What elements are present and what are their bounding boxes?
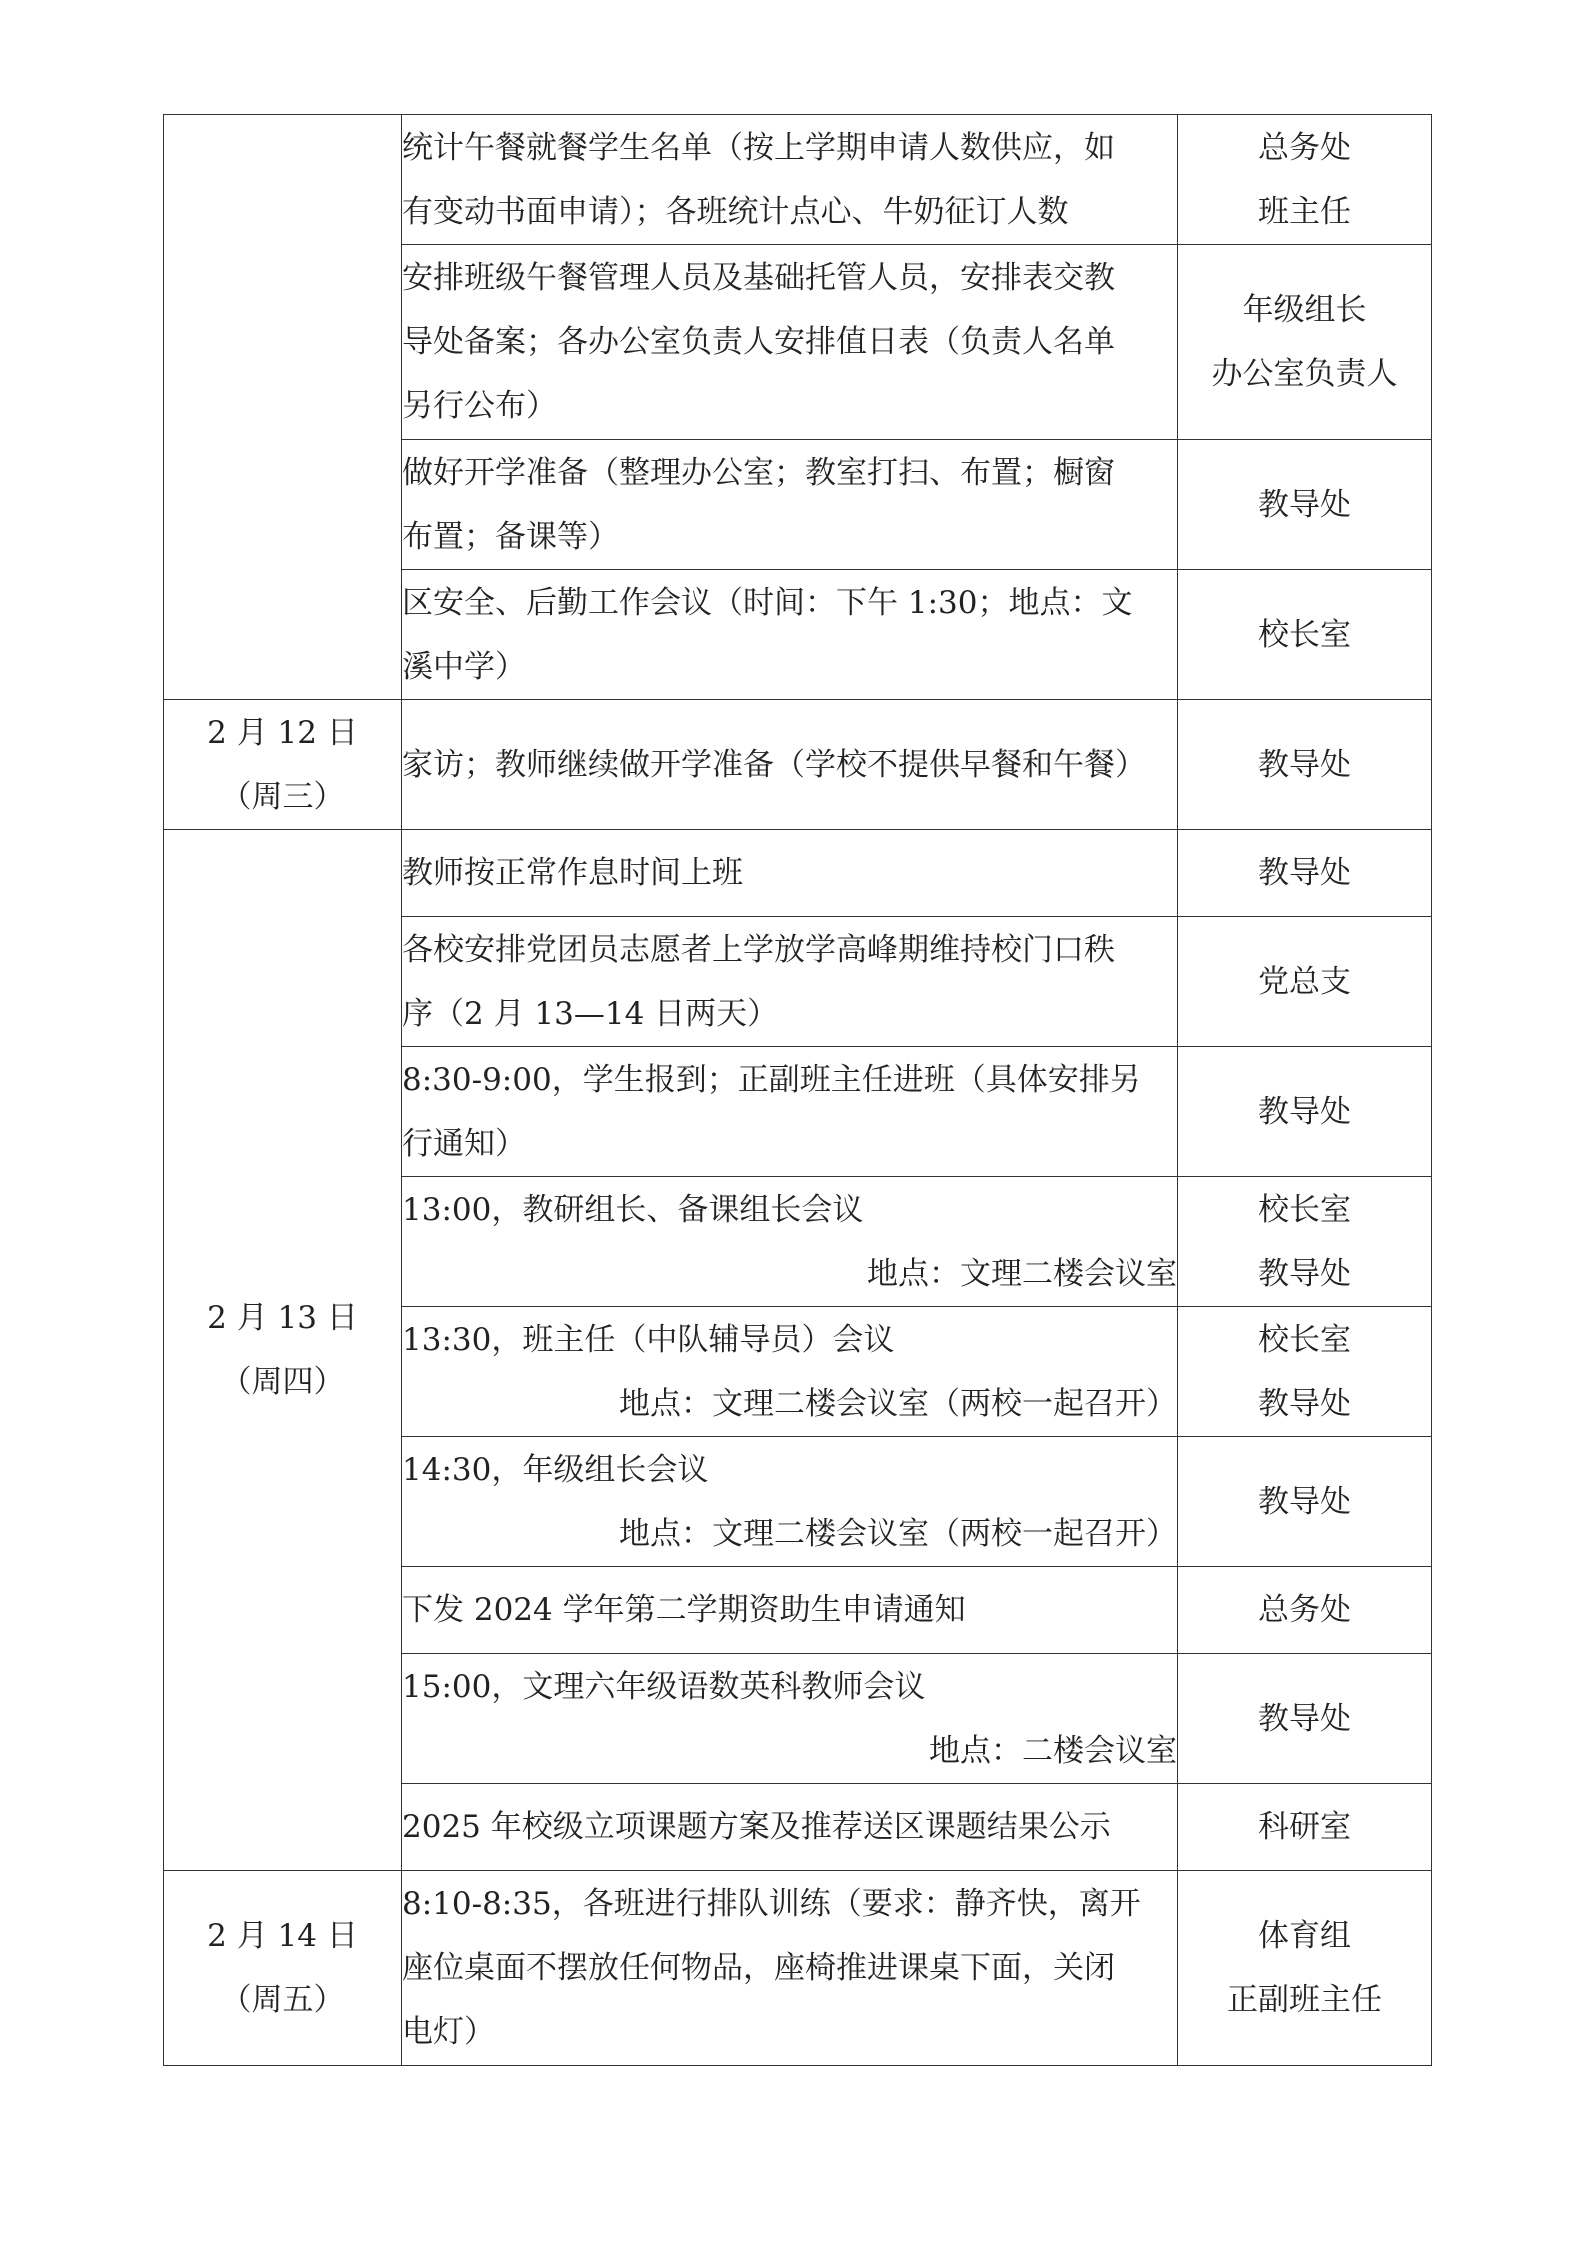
- responsible-cell: [1178, 1177, 1432, 1307]
- task-line: 座位桌面不摆放任何物品，座椅推进课桌下面，关闭: [402, 1950, 1115, 1986]
- task-line: 8:30-9:00，学生报到；正副班主任进班（具体安排另: [402, 1061, 1141, 1098]
- task-line: 统计午餐就餐学生名单（按上学期申请人数供应，如: [402, 129, 1115, 166]
- responsible-cell: [1178, 830, 1432, 917]
- task-line: 导处备案；各办公室负责人安排值日表（负责人名单: [402, 324, 1115, 360]
- location-line: 地点：二楼会议室: [929, 1732, 1177, 1769]
- date-cell-continued: [164, 115, 402, 700]
- task-line: 另行公布）: [402, 388, 557, 424]
- responsible-line: 校长室: [1258, 1321, 1351, 1358]
- responsible-line: 教导处: [1258, 855, 1351, 891]
- responsible-line: 校长室: [1258, 616, 1351, 653]
- responsible-cell: [1178, 1654, 1432, 1784]
- responsible-line: 教导处: [1258, 1385, 1351, 1422]
- date-cell: [164, 830, 402, 1871]
- task-cell: [402, 440, 1178, 570]
- location-line: 地点：文理二楼会议室: [867, 1255, 1177, 1292]
- responsible-line: 体育组: [1258, 1918, 1351, 1954]
- weekday-line: （周四）: [220, 1364, 345, 1400]
- responsible-line: 教导处: [1258, 746, 1351, 783]
- task-cell: [402, 700, 1178, 830]
- responsible-line: 总务处: [1258, 129, 1351, 166]
- task-line: 2025 年校级立项课题方案及推荐送区课题结果公示: [402, 1809, 1111, 1845]
- task-line: 区安全、后勤工作会议（时间：下午 1:30；地点：文: [402, 584, 1133, 621]
- weekday-line: （周五）: [220, 1982, 345, 2018]
- responsible-line: 年级组长: [1242, 292, 1367, 328]
- responsible-cell: [1178, 1307, 1432, 1437]
- task-cell: [402, 1654, 1178, 1784]
- task-cell: [402, 1871, 1178, 2066]
- task-line: 行通知）: [402, 1125, 526, 1162]
- task-line: 有变动书面申请）；各班统计点心、牛奶征订人数: [402, 193, 1069, 230]
- task-cell: [402, 1307, 1178, 1437]
- responsible-line: 教导处: [1258, 1483, 1351, 1520]
- location-line: 地点：文理二楼会议室（两校一起召开）: [619, 1515, 1177, 1552]
- task-cell: [402, 830, 1178, 917]
- task-line: 电灯）: [402, 2014, 495, 2050]
- responsible-cell: [1178, 440, 1432, 570]
- responsible-line: 正副班主任: [1227, 1982, 1382, 2018]
- task-line: 各校安排党团员志愿者上学放学高峰期维持校门口秩: [402, 931, 1115, 968]
- date-cell: [164, 1871, 402, 2066]
- weekday-line: （周三）: [220, 778, 345, 815]
- responsible-cell: [1178, 917, 1432, 1047]
- responsible-line: 教导处: [1258, 1255, 1351, 1292]
- task-cell: [402, 1177, 1178, 1307]
- task-cell: [402, 245, 1178, 440]
- table-row: [164, 700, 1432, 830]
- task-line: 布置；备课等）: [402, 518, 619, 555]
- table-row: [164, 830, 1432, 917]
- date-line: 2 月 13 日: [207, 1300, 358, 1336]
- responsible-cell: [1178, 115, 1432, 245]
- task-line: 8:10-8:35，各班进行排队训练（要求：静齐快，离开: [402, 1886, 1141, 1922]
- task-line: 15:00，文理六年级语数英科教师会议: [402, 1668, 926, 1705]
- task-cell: [402, 1047, 1178, 1177]
- responsible-line: 校长室: [1258, 1191, 1351, 1228]
- task-cell: [402, 115, 1178, 245]
- table-row: [164, 115, 1432, 245]
- task-line: 安排班级午餐管理人员及基础托管人员，安排表交教: [402, 260, 1115, 296]
- task-line: 13:30，班主任（中队辅导员）会议: [402, 1321, 895, 1358]
- responsible-line: 党总支: [1258, 963, 1351, 1000]
- date-line: 2 月 12 日: [207, 714, 358, 751]
- responsible-cell: [1178, 1871, 1432, 2066]
- task-cell: [402, 1784, 1178, 1871]
- responsible-cell: [1178, 1437, 1432, 1567]
- task-line: 家访；教师继续做开学准备（学校不提供早餐和午餐）: [402, 746, 1146, 783]
- task-cell: [402, 570, 1178, 700]
- task-cell: [402, 917, 1178, 1047]
- location-line: 地点：文理二楼会议室（两校一起召开）: [619, 1385, 1177, 1422]
- task-line: 溪中学）: [402, 648, 526, 685]
- task-line: 序（2 月 13—14 日两天）: [402, 995, 779, 1032]
- date-cell: [164, 700, 402, 830]
- task-line: 做好开学准备（整理办公室；教室打扫、布置；橱窗: [402, 454, 1115, 491]
- task-cell: [402, 1437, 1178, 1567]
- responsible-cell: [1178, 1784, 1432, 1871]
- responsible-line: 教导处: [1258, 486, 1351, 523]
- responsible-cell: [1178, 1567, 1432, 1654]
- responsible-line: 教导处: [1258, 1093, 1351, 1130]
- responsible-cell: [1178, 570, 1432, 700]
- responsible-cell: [1178, 245, 1432, 440]
- task-line: 13:00，教研组长、备课组长会议: [402, 1191, 864, 1228]
- date-line: 2 月 14 日: [207, 1918, 358, 1954]
- responsible-line: 办公室负责人: [1211, 356, 1398, 392]
- task-line: 14:30，年级组长会议: [402, 1451, 709, 1488]
- responsible-cell: [1178, 1047, 1432, 1177]
- responsible-line: 总务处: [1258, 1592, 1351, 1628]
- responsible-line: 班主任: [1258, 193, 1351, 230]
- schedule-table: [163, 114, 1432, 2066]
- task-line: 教师按正常作息时间上班: [402, 855, 743, 891]
- responsible-line: 教导处: [1258, 1700, 1351, 1737]
- table-row: [164, 1871, 1432, 2066]
- responsible-cell: [1178, 700, 1432, 830]
- task-line: 下发 2024 学年第二学期资助生申请通知: [402, 1592, 966, 1628]
- responsible-line: 科研室: [1258, 1809, 1351, 1845]
- task-cell: [402, 1567, 1178, 1654]
